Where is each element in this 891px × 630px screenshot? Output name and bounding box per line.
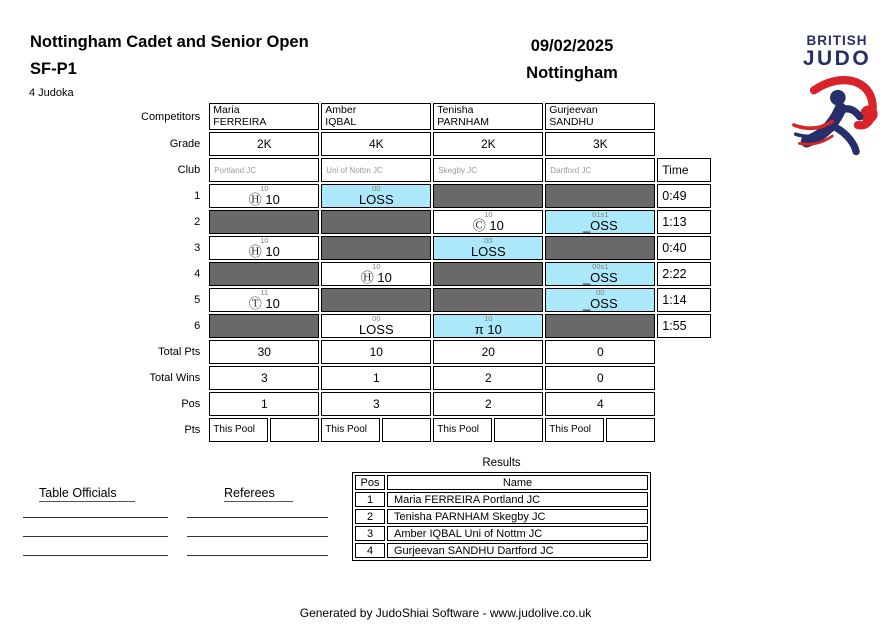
row-label-grade: Grade bbox=[169, 138, 201, 150]
row-label-club: Club bbox=[177, 164, 201, 176]
score-cell bbox=[321, 288, 431, 312]
result-pos: 4 bbox=[355, 543, 385, 558]
signature-line bbox=[23, 555, 168, 556]
signature-line bbox=[187, 536, 328, 537]
total-pts-row bbox=[141, 340, 711, 364]
score-cell bbox=[321, 210, 431, 234]
score-detail: 10 bbox=[260, 236, 269, 245]
competitor-first-name: Tenisha bbox=[437, 104, 474, 116]
results-section bbox=[352, 457, 651, 561]
result-name: Amber IQBAL Uni of Nottm JC bbox=[387, 526, 648, 541]
score-result: _OSS bbox=[582, 218, 618, 233]
score-detail bbox=[546, 192, 654, 200]
pos-cell: 2 bbox=[433, 392, 543, 416]
match-number: 3 bbox=[194, 242, 201, 254]
british-judo-logo bbox=[793, 33, 881, 69]
this-pool-label: This Pool bbox=[545, 418, 604, 442]
score-detail bbox=[434, 296, 542, 304]
match-number: 5 bbox=[194, 294, 201, 306]
score-result: LOSS bbox=[358, 192, 394, 207]
pts-blank-box bbox=[494, 418, 543, 442]
score-detail: 10 bbox=[260, 184, 269, 193]
row-label-total-wins: Total Wins bbox=[149, 372, 201, 384]
score-cell bbox=[433, 314, 543, 338]
total-pts-cell: 30 bbox=[209, 340, 319, 364]
results-row bbox=[355, 492, 648, 507]
result-name: Gurjeevan SANDHU Dartford JC bbox=[387, 543, 648, 558]
score-cell bbox=[209, 288, 319, 312]
pts-cell bbox=[433, 418, 543, 442]
score-cell bbox=[545, 288, 655, 312]
score-detail bbox=[434, 270, 542, 278]
results-table bbox=[352, 472, 651, 561]
match-row bbox=[141, 314, 711, 338]
competitor-name-cell bbox=[209, 103, 319, 130]
score-cell bbox=[209, 262, 319, 286]
grade-row bbox=[141, 132, 711, 156]
pos-cell: 4 bbox=[545, 392, 655, 416]
score-cell bbox=[545, 236, 655, 260]
total-wins-cell: 0 bbox=[545, 366, 655, 390]
match-number: 6 bbox=[194, 320, 201, 332]
this-pool-label: This Pool bbox=[433, 418, 492, 442]
club-row bbox=[141, 158, 711, 182]
this-pool-label: This Pool bbox=[209, 418, 268, 442]
row-label-pos: Pos bbox=[181, 398, 201, 410]
total-pts-cell: 0 bbox=[545, 340, 655, 364]
club-cell: Dartford JC bbox=[545, 158, 655, 182]
grade-cell: 4K bbox=[321, 132, 431, 156]
pts-blank-box bbox=[270, 418, 319, 442]
score-result: Ⓗ 10 bbox=[248, 244, 280, 259]
result-name: Tenisha PARNHAM Skegby JC bbox=[387, 509, 648, 524]
score-detail: 11 bbox=[260, 288, 269, 297]
score-result: Ⓗ 10 bbox=[248, 192, 280, 207]
results-header-row bbox=[355, 475, 648, 490]
score-result: π 10 bbox=[474, 322, 502, 337]
generator-credit: Generated by JudoShiai Software - www.judolive.co.uk bbox=[299, 606, 592, 620]
tournament-title: Nottingham Cadet and Senior Open bbox=[30, 33, 309, 51]
table-officials-signature-block bbox=[23, 484, 168, 502]
score-result: _OSS bbox=[582, 270, 618, 285]
score-detail bbox=[546, 244, 654, 252]
match-row bbox=[141, 236, 711, 260]
score-cell bbox=[209, 210, 319, 234]
score-detail bbox=[322, 218, 430, 226]
this-pool-label: This Pool bbox=[321, 418, 380, 442]
match-time: 1:55 bbox=[657, 314, 711, 338]
total-wins-cell: 3 bbox=[209, 366, 319, 390]
score-cell bbox=[321, 184, 431, 208]
score-result: Ⓣ 10 bbox=[248, 296, 280, 311]
match-time: 2:22 bbox=[657, 262, 711, 286]
competitor-name-cell bbox=[433, 103, 543, 130]
score-cell bbox=[209, 236, 319, 260]
competitor-last-name: SANDHU bbox=[549, 115, 594, 128]
british-judo-figure-icon bbox=[790, 72, 882, 163]
match-time: 1:13 bbox=[657, 210, 711, 234]
competitor-name-cell bbox=[321, 103, 431, 130]
grade-cell: 2K bbox=[433, 132, 543, 156]
score-detail: 10 bbox=[484, 210, 493, 219]
match-row bbox=[141, 184, 711, 208]
match-row bbox=[141, 210, 711, 234]
score-result: Ⓒ 10 bbox=[472, 218, 504, 233]
club-cell: Skegby JC bbox=[433, 158, 543, 182]
score-detail: 00 bbox=[372, 314, 381, 323]
results-row bbox=[355, 526, 648, 541]
event-date-location bbox=[472, 33, 672, 87]
score-detail: 01s1 bbox=[592, 210, 609, 219]
event-date: 09/02/2025 bbox=[530, 37, 614, 55]
row-label-pts: Pts bbox=[184, 424, 201, 436]
score-detail: 00 bbox=[484, 236, 493, 245]
match-row bbox=[141, 288, 711, 312]
score-cell bbox=[545, 210, 655, 234]
pts-cell bbox=[321, 418, 431, 442]
competitor-first-name: Maria bbox=[213, 104, 240, 116]
total-wins-row bbox=[141, 366, 711, 390]
club-cell: Uni of Nottm JC bbox=[321, 158, 431, 182]
total-wins-cell: 1 bbox=[321, 366, 431, 390]
score-detail bbox=[434, 192, 542, 200]
score-detail: 00s1 bbox=[592, 262, 609, 271]
match-time: 0:40 bbox=[657, 236, 711, 260]
score-detail bbox=[210, 322, 318, 330]
grade-cell: 3K bbox=[545, 132, 655, 156]
score-cell bbox=[209, 314, 319, 338]
score-cell bbox=[321, 262, 431, 286]
result-pos: 2 bbox=[355, 509, 385, 524]
score-detail: 10 bbox=[484, 314, 493, 323]
results-title: Results bbox=[482, 457, 521, 469]
result-pos: 3 bbox=[355, 526, 385, 541]
time-column-header: Time bbox=[657, 158, 711, 182]
score-detail bbox=[322, 244, 430, 252]
score-detail bbox=[546, 322, 654, 330]
pos-cell: 3 bbox=[321, 392, 431, 416]
score-detail bbox=[210, 270, 318, 278]
score-result: LOSS bbox=[470, 244, 506, 259]
club-cell: Portland JC bbox=[209, 158, 319, 182]
pts-row bbox=[141, 418, 711, 442]
pts-cell bbox=[545, 418, 655, 442]
score-cell bbox=[545, 262, 655, 286]
signature-line bbox=[187, 555, 328, 556]
total-wins-cell: 2 bbox=[433, 366, 543, 390]
score-cell bbox=[433, 184, 543, 208]
score-detail bbox=[322, 296, 430, 304]
pos-cell: 1 bbox=[209, 392, 319, 416]
signature-line bbox=[23, 517, 168, 518]
score-cell bbox=[545, 184, 655, 208]
pool-code: SF-P1 bbox=[30, 60, 77, 78]
row-label-competitors: Competitors bbox=[141, 110, 201, 123]
score-result: _OSS bbox=[582, 296, 618, 311]
grade-cell: 2K bbox=[209, 132, 319, 156]
score-cell bbox=[433, 288, 543, 312]
competitor-first-name: Amber bbox=[325, 104, 357, 116]
score-cell bbox=[321, 314, 431, 338]
match-number: 2 bbox=[194, 216, 201, 228]
competitors-row bbox=[141, 103, 711, 130]
score-cell bbox=[433, 262, 543, 286]
score-detail: 10 bbox=[372, 262, 381, 271]
score-result: LOSS bbox=[358, 322, 394, 337]
competitor-last-name: IQBAL bbox=[325, 115, 357, 128]
score-cell bbox=[545, 314, 655, 338]
competitor-first-name: Gurjeevan bbox=[549, 104, 598, 116]
referees-label: Referees bbox=[224, 486, 293, 502]
row-label-total-pts: Total Pts bbox=[158, 346, 201, 358]
match-number: 1 bbox=[194, 190, 201, 202]
result-pos: 1 bbox=[355, 492, 385, 507]
referees-signature-block bbox=[187, 484, 328, 502]
pts-blank-box bbox=[606, 418, 655, 442]
score-detail: 00 bbox=[596, 288, 605, 297]
pos-row bbox=[141, 392, 711, 416]
competitor-last-name: PARNHAM bbox=[437, 115, 490, 128]
match-time: 0:49 bbox=[657, 184, 711, 208]
results-pos-header: Pos bbox=[355, 475, 385, 490]
score-cell bbox=[209, 184, 319, 208]
result-name: Maria FERREIRA Portland JC bbox=[387, 492, 648, 507]
pts-blank-box bbox=[382, 418, 431, 442]
results-name-header: Name bbox=[387, 475, 648, 490]
judoka-count: 4 Judoka bbox=[29, 87, 74, 99]
match-number: 4 bbox=[194, 268, 201, 280]
event-location: Nottingham bbox=[526, 64, 618, 82]
match-row bbox=[141, 262, 711, 286]
score-cell bbox=[321, 236, 431, 260]
logo-text-judo: JUDO bbox=[802, 47, 872, 70]
score-cell bbox=[433, 236, 543, 260]
results-row bbox=[355, 543, 648, 558]
signature-line bbox=[23, 536, 168, 537]
logo-text-british: BRITISH bbox=[806, 33, 868, 48]
score-result: Ⓗ 10 bbox=[360, 270, 392, 285]
pts-cell bbox=[209, 418, 319, 442]
score-cell bbox=[433, 210, 543, 234]
signature-line bbox=[187, 517, 328, 518]
results-row bbox=[355, 509, 648, 524]
competitor-last-name: FERREIRA bbox=[213, 115, 267, 128]
competitor-name-cell bbox=[545, 103, 655, 130]
total-pts-cell: 20 bbox=[433, 340, 543, 364]
table-officials-label: Table Officials bbox=[39, 486, 135, 502]
score-detail bbox=[210, 218, 318, 226]
pool-table bbox=[139, 101, 713, 444]
score-detail: 00 bbox=[372, 184, 381, 193]
total-pts-cell: 10 bbox=[321, 340, 431, 364]
match-time: 1:14 bbox=[657, 288, 711, 312]
